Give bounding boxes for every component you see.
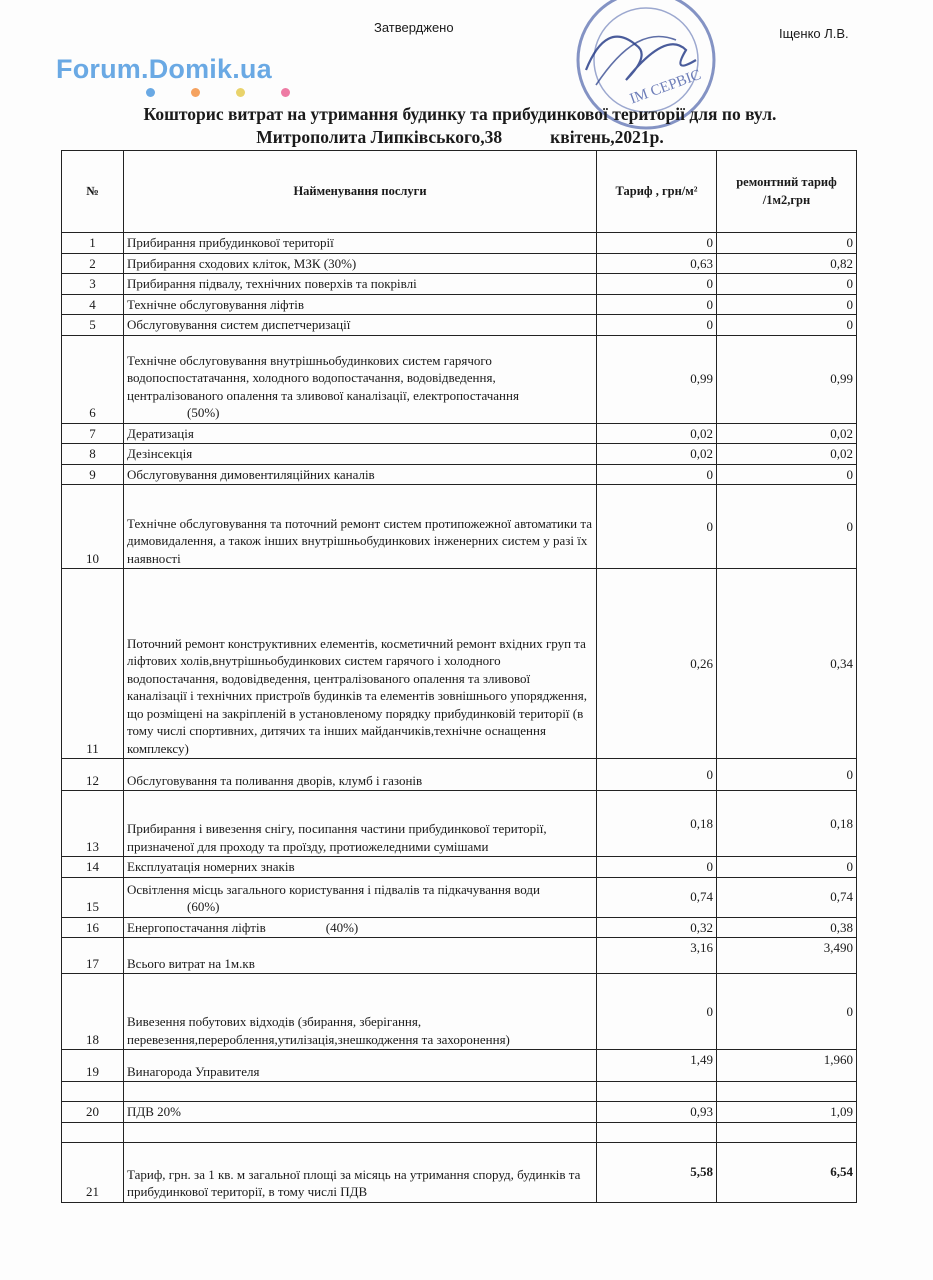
row-number (62, 1122, 124, 1142)
repair-tariff-value: 0,99 (717, 335, 857, 423)
row-number: 16 (62, 917, 124, 938)
tariff-value (597, 1082, 717, 1102)
row-number: 21 (62, 1142, 124, 1202)
service-name (124, 791, 597, 857)
service-name (124, 569, 597, 759)
row-number: 7 (62, 423, 124, 444)
service-name-text: Технічне обслуговування та поточний ремонт систем протипожежної автоматики та димовидалення, а також інших внутрішньобудинкових інженерних систем у разі їх наявності (127, 515, 592, 566)
service-name (124, 1102, 597, 1123)
repair-tariff-value: 0 (717, 857, 857, 878)
table-row (62, 759, 857, 791)
service-name (124, 294, 597, 315)
row-number: 18 (62, 974, 124, 1050)
document-title-line2 (60, 127, 860, 148)
table-row (62, 974, 857, 1050)
approved-label: Затверджено (374, 20, 454, 35)
repair-tariff-value: 0 (717, 759, 857, 791)
header-num: № (62, 151, 124, 233)
table-row (62, 315, 857, 336)
tariff-value: 0 (597, 759, 717, 791)
stamp-text: ІМ СЕРВІС (627, 66, 704, 108)
table-row (62, 485, 857, 569)
watermark-text: Forum.Domik.ua (56, 54, 272, 84)
repair-tariff-value: 1,09 (717, 1102, 857, 1123)
tariff-value: 3,16 (597, 938, 717, 974)
table-row (62, 877, 857, 917)
row-number: 13 (62, 791, 124, 857)
service-name-text: Обслуговування та поливання дворів, клумб і газонів (127, 772, 423, 788)
service-name (124, 759, 597, 791)
tariff-value: 0,74 (597, 877, 717, 917)
service-name (124, 938, 597, 974)
table-row (62, 938, 857, 974)
service-name-text: Освітлення місць загального користування і підвалів та підкачування води (127, 881, 540, 897)
repair-tariff-value: 0 (717, 464, 857, 485)
table-row (62, 464, 857, 485)
service-name-text: Вивезення побутових відходів (збирання, зберігання, перевезення,перероблення,утилізація,знешкодження та захоронення) (127, 1014, 510, 1047)
table-row (62, 791, 857, 857)
row-number (62, 1082, 124, 1102)
row-number: 1 (62, 233, 124, 254)
service-name-text: Технічне обслуговування внутрішньобудинкових систем гарячого водопоспостатачання, холодного водопостачання, водовідведення, централізованого опалення та зливової каналізації, електропостачання (127, 352, 519, 403)
table-row (62, 1142, 857, 1202)
table-row (62, 233, 857, 254)
tariff-value: 0,63 (597, 253, 717, 274)
service-name (124, 315, 597, 336)
table-body (62, 233, 857, 1203)
tariff-value: 0,93 (597, 1102, 717, 1123)
table-row (62, 857, 857, 878)
tariff-value: 0 (597, 857, 717, 878)
tariff-value (597, 1122, 717, 1142)
service-name-text: Обслуговування систем диспетчеризації (127, 317, 351, 332)
repair-tariff-value: 0 (717, 274, 857, 295)
service-name-text: Всього витрат на 1м.кв (127, 955, 255, 971)
service-name (124, 233, 597, 254)
repair-tariff-value: 0,34 (717, 569, 857, 759)
period: квітень,2021р. (550, 127, 664, 147)
tariff-value: 0,99 (597, 335, 717, 423)
table-row (62, 274, 857, 295)
repair-tariff-value: 0,02 (717, 423, 857, 444)
cost-estimate-table (61, 150, 857, 1203)
table-row (62, 1050, 857, 1082)
service-name (124, 464, 597, 485)
tariff-value: 1,49 (597, 1050, 717, 1082)
service-name-text: Дератизація (127, 425, 194, 441)
table-row (62, 917, 857, 938)
table-row (62, 423, 857, 444)
service-name (124, 1122, 597, 1142)
service-name-text: Дезінсекція (127, 446, 193, 461)
tariff-value: 0 (597, 274, 717, 295)
header-tariff: Тариф , грн/м² (597, 151, 717, 233)
service-name (124, 444, 597, 465)
service-share-note: (50%) (187, 405, 220, 420)
tariff-value: 0 (597, 464, 717, 485)
service-share-note: (60%) (187, 899, 220, 914)
service-name-text: Поточний ремонт конструктивних елементів, косметичний ремонт вхідних груп та ліфтових холів,внутрішньобудинкових систем гарячого і холодного водопостачання, водовідведення, централізованого опалення та зливової каналізації і технічних пристроїв будинків та елементів зовнішнього упорядження, що розміщені на закріпленій в установленому порядку прибудинковій території (в тому числі спортивних, дитячих та інших майданчиків,технічне оснащення комплексу) (127, 635, 587, 756)
service-name (124, 857, 597, 878)
repair-tariff-value: 3,490 (717, 938, 857, 974)
tariff-value: 0 (597, 233, 717, 254)
row-number: 3 (62, 274, 124, 295)
repair-tariff-value (717, 1122, 857, 1142)
service-name-text: Тариф, грн. за 1 кв. м загальної площі за місяць на утримання споруд, будинків та прибудинкової території, в тому числі ПДВ (127, 1166, 581, 1199)
repair-tariff-value: 1,960 (717, 1050, 857, 1082)
row-number: 2 (62, 253, 124, 274)
tariff-value: 5,58 (597, 1142, 717, 1202)
service-share-note: (40%) (325, 919, 359, 935)
row-number: 11 (62, 569, 124, 759)
service-name (124, 1050, 597, 1082)
tariff-value: 0 (597, 485, 717, 569)
service-name-text: Технічне обслуговування ліфтів (127, 296, 305, 312)
header-repair: ремонтний тариф /1м2,грн (717, 151, 857, 233)
watermark-dots (146, 88, 286, 98)
service-name (124, 335, 597, 423)
row-number: 19 (62, 1050, 124, 1082)
service-name-text: Прибирання і вивезення снігу, посипання частини прибудинкової території, призначеної для проходу та проїзду, протиожеледними сумішами (127, 821, 547, 854)
service-name-text: Прибирання прибудинкової території (127, 235, 334, 250)
repair-tariff-value: 6,54 (717, 1142, 857, 1202)
repair-tariff-value: 0 (717, 233, 857, 254)
repair-tariff-value (717, 1082, 857, 1102)
service-name-text: Обслуговування димовентиляційних каналів (127, 466, 375, 482)
tariff-value: 0,32 (597, 917, 717, 938)
repair-tariff-value: 0,18 (717, 791, 857, 857)
service-name-text: Експлуатація номерних знаків (127, 859, 295, 874)
table-row (62, 294, 857, 315)
table-row (62, 253, 857, 274)
service-name-text: Прибирання сходових кліток, МЗК (30%) (127, 255, 357, 271)
tariff-value: 0,26 (597, 569, 717, 759)
row-number: 17 (62, 938, 124, 974)
service-name (124, 423, 597, 444)
table-row (62, 335, 857, 423)
signer-name: Іщенко Л.В. (779, 26, 849, 41)
tariff-value: 0,02 (597, 423, 717, 444)
service-name (124, 274, 597, 295)
header-name: Найменування послуги (124, 151, 597, 233)
service-name (124, 917, 597, 938)
repair-tariff-value: 0,82 (717, 253, 857, 274)
tariff-value: 0 (597, 974, 717, 1050)
service-name-text: Винагорода Управителя (127, 1063, 260, 1079)
row-number: 9 (62, 464, 124, 485)
row-number: 15 (62, 877, 124, 917)
table-row (62, 444, 857, 465)
row-number: 10 (62, 485, 124, 569)
service-name-text: Енергопостачання ліфтів (127, 919, 266, 935)
repair-tariff-value: 0,74 (717, 877, 857, 917)
table-row (62, 1082, 857, 1102)
repair-tariff-value: 0 (717, 485, 857, 569)
row-number: 12 (62, 759, 124, 791)
row-number: 8 (62, 444, 124, 465)
service-name (124, 1142, 597, 1202)
tariff-value: 0,02 (597, 444, 717, 465)
service-name (124, 485, 597, 569)
repair-tariff-value: 0,38 (717, 917, 857, 938)
table-row (62, 1102, 857, 1123)
street-address: Митрополита Липківського,38 (256, 127, 503, 147)
watermark-logo (56, 54, 272, 85)
service-name (124, 253, 597, 274)
table-row (62, 1122, 857, 1142)
service-name-text: ПДВ 20% (127, 1104, 182, 1119)
document-title-line1: Кошторис витрат на утримання будинку та прибудинкової території для по вул. (143, 104, 777, 124)
repair-tariff-value: 0 (717, 294, 857, 315)
row-number: 6 (62, 335, 124, 423)
tariff-value: 0 (597, 294, 717, 315)
repair-tariff-value: 0 (717, 974, 857, 1050)
row-number: 20 (62, 1102, 124, 1123)
repair-tariff-value: 0,02 (717, 444, 857, 465)
tariff-value: 0 (597, 315, 717, 336)
service-name (124, 1082, 597, 1102)
service-name (124, 877, 597, 917)
service-name-text: Прибирання підвалу, технічних поверхів та покрівлі (127, 276, 417, 291)
row-number: 4 (62, 294, 124, 315)
repair-tariff-value: 0 (717, 315, 857, 336)
row-number: 14 (62, 857, 124, 878)
table-header-row (62, 151, 857, 233)
row-number: 5 (62, 315, 124, 336)
tariff-value: 0,18 (597, 791, 717, 857)
service-name (124, 974, 597, 1050)
table-row (62, 569, 857, 759)
